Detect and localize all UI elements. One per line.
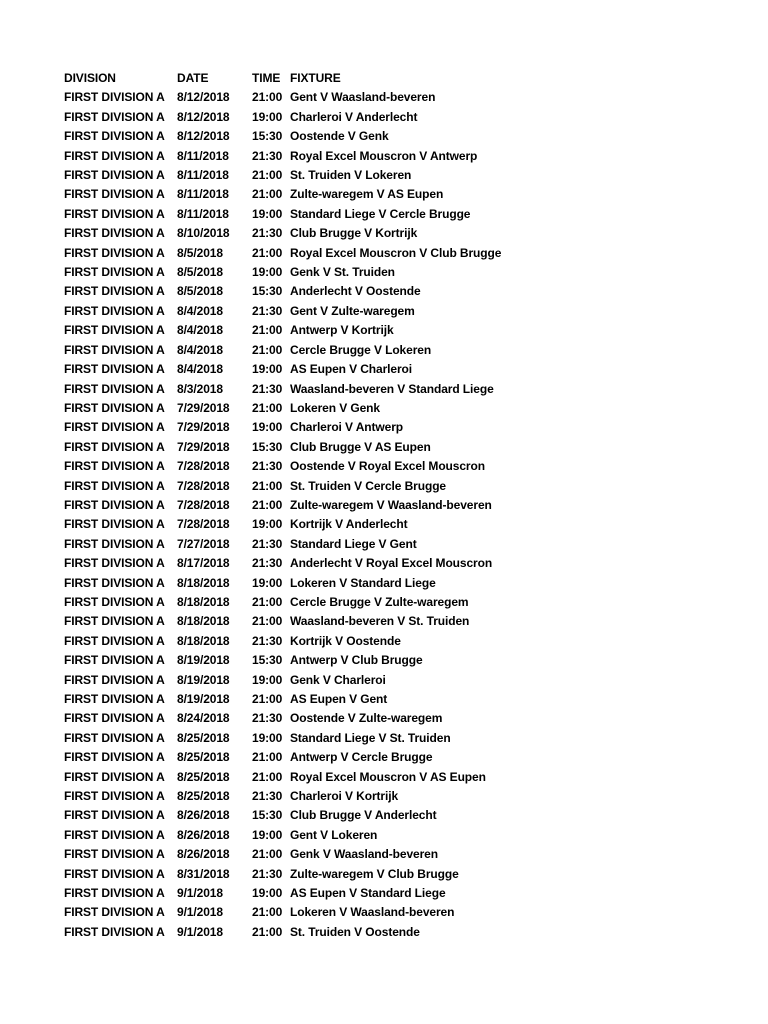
division-cell: FIRST DIVISION A bbox=[64, 148, 165, 163]
table-row bbox=[64, 845, 570, 864]
division-cell: FIRST DIVISION A bbox=[64, 847, 165, 862]
date-cell: 8/25/2018 bbox=[177, 750, 230, 765]
table-row bbox=[64, 438, 570, 457]
division-cell: FIRST DIVISION A bbox=[64, 284, 165, 299]
table-row bbox=[64, 787, 570, 806]
date-cell: 8/25/2018 bbox=[177, 730, 230, 745]
fixture-cell: Gent V Zulte-waregem bbox=[290, 303, 415, 318]
time-cell: 19:00 bbox=[252, 109, 283, 124]
table-row bbox=[64, 263, 570, 282]
fixture-cell: Club Brugge V Kortrijk bbox=[290, 226, 418, 241]
date-cell: 8/19/2018 bbox=[177, 653, 230, 668]
fixture-cell: Standard Liege V St. Truiden bbox=[290, 730, 451, 745]
date-cell: 9/1/2018 bbox=[177, 924, 223, 939]
fixture-cell: Standard Liege V Cercle Brugge bbox=[290, 206, 471, 221]
fixture-cell: Antwerp V Cercle Brugge bbox=[290, 750, 433, 765]
fixture-cell: AS Eupen V Gent bbox=[290, 692, 388, 706]
date-cell: 9/1/2018 bbox=[177, 905, 223, 920]
division-cell: FIRST DIVISION A bbox=[64, 226, 165, 241]
time-cell: 21:00 bbox=[252, 847, 283, 862]
time-cell: 19:00 bbox=[252, 672, 283, 687]
fixture-cell: Royal Excel Mouscron V AS Eupen bbox=[290, 769, 486, 784]
date-cell: 7/28/2018 bbox=[177, 478, 230, 493]
date-cell: 8/10/2018 bbox=[177, 226, 230, 241]
fixture-cell: Zulte-waregem V AS Eupen bbox=[290, 187, 444, 202]
fixture-cell: Zulte-waregem V Club Brugge bbox=[290, 866, 459, 881]
fixture-cell: Oostende V Zulte-waregem bbox=[290, 711, 443, 726]
table-row bbox=[64, 903, 570, 922]
fixture-cell: Club Brugge V Anderlecht bbox=[290, 808, 437, 823]
fixture-cell: Kortrijk V Oostende bbox=[290, 633, 401, 648]
division-cell: FIRST DIVISION A bbox=[64, 323, 165, 338]
date-cell: 8/11/2018 bbox=[177, 206, 229, 221]
division-cell: FIRST DIVISION A bbox=[64, 459, 165, 474]
table-row bbox=[64, 341, 570, 360]
table-row bbox=[64, 593, 570, 612]
fixture-cell: Anderlecht V Royal Excel Mouscron bbox=[290, 556, 493, 571]
table-row bbox=[64, 205, 570, 224]
table-row bbox=[64, 224, 570, 243]
fixture-cell: Charleroi V Anderlecht bbox=[290, 109, 418, 124]
time-cell: 19:00 bbox=[252, 420, 283, 435]
division-cell: FIRST DIVISION A bbox=[64, 439, 165, 454]
date-cell: 8/18/2018 bbox=[177, 594, 230, 609]
division-cell: FIRST DIVISION A bbox=[64, 924, 165, 939]
time-cell: 15:30 bbox=[252, 653, 283, 668]
division-cell: FIRST DIVISION A bbox=[64, 362, 165, 377]
division-cell: FIRST DIVISION A bbox=[64, 556, 165, 571]
date-cell: 8/12/2018 bbox=[177, 90, 230, 105]
division-cell: FIRST DIVISION A bbox=[64, 614, 165, 629]
fixture-cell: Antwerp V Club Brugge bbox=[290, 653, 423, 668]
table-row bbox=[64, 88, 570, 107]
division-cell: FIRST DIVISION A bbox=[64, 129, 165, 144]
fixture-cell: Cercle Brugge V Zulte-waregem bbox=[290, 594, 469, 609]
time-cell: 19:00 bbox=[252, 265, 283, 280]
table-row bbox=[64, 321, 570, 340]
fixture-cell: Antwerp V Kortrijk bbox=[290, 323, 394, 338]
date-cell: 8/4/2018 bbox=[177, 303, 223, 318]
date-cell: 8/26/2018 bbox=[177, 827, 230, 842]
fixture-cell: Oostende V Royal Excel Mouscron bbox=[290, 459, 485, 474]
division-cell: FIRST DIVISION A bbox=[64, 303, 165, 318]
table-row bbox=[64, 690, 570, 709]
time-cell: 21:30 bbox=[252, 303, 283, 318]
fixture-cell: Royal Excel Mouscron V Antwerp bbox=[290, 148, 478, 163]
fixtures-body bbox=[64, 88, 570, 942]
fixture-cell: Zulte-waregem V Waasland-beveren bbox=[290, 497, 492, 512]
table-row bbox=[64, 671, 570, 690]
table-row bbox=[64, 399, 570, 418]
date-cell: 8/4/2018 bbox=[177, 362, 223, 377]
time-cell: 21:00 bbox=[252, 750, 283, 765]
time-cell: 21:00 bbox=[252, 497, 283, 512]
fixture-cell: Cercle Brugge V Lokeren bbox=[290, 342, 432, 357]
table-row bbox=[64, 632, 570, 651]
header-time: TIME bbox=[252, 71, 281, 85]
fixture-cell: Kortrijk V Anderlecht bbox=[290, 517, 408, 532]
date-cell: 9/1/2018 bbox=[177, 886, 223, 901]
fixture-cell: AS Eupen V Standard Liege bbox=[290, 886, 446, 901]
table-row bbox=[64, 380, 570, 399]
time-cell: 21:00 bbox=[252, 168, 283, 183]
table-row bbox=[64, 748, 570, 767]
fixture-cell: Lokeren V Waasland-beveren bbox=[290, 905, 455, 920]
date-cell: 7/28/2018 bbox=[177, 517, 230, 532]
date-cell: 8/19/2018 bbox=[177, 672, 230, 687]
fixture-cell: Royal Excel Mouscron V Club Brugge bbox=[290, 245, 502, 260]
table-row bbox=[64, 865, 570, 884]
division-cell: FIRST DIVISION A bbox=[64, 90, 165, 105]
date-cell: 8/11/2018 bbox=[177, 148, 229, 163]
time-cell: 19:00 bbox=[252, 575, 283, 590]
date-cell: 8/25/2018 bbox=[177, 769, 230, 784]
date-cell: 8/17/2018 bbox=[177, 556, 230, 571]
fixture-cell: Lokeren V Standard Liege bbox=[290, 575, 436, 590]
division-cell: FIRST DIVISION A bbox=[64, 420, 165, 435]
division-cell: FIRST DIVISION A bbox=[64, 168, 165, 183]
division-cell: FIRST DIVISION A bbox=[64, 575, 165, 590]
time-cell: 15:30 bbox=[252, 129, 283, 144]
table-row bbox=[64, 515, 570, 534]
time-cell: 19:00 bbox=[252, 730, 283, 745]
division-cell: FIRST DIVISION A bbox=[64, 866, 165, 881]
date-cell: 8/5/2018 bbox=[177, 284, 223, 299]
time-cell: 21:00 bbox=[252, 90, 283, 105]
date-cell: 8/11/2018 bbox=[177, 168, 229, 183]
division-cell: FIRST DIVISION A bbox=[64, 497, 165, 512]
date-cell: 8/4/2018 bbox=[177, 342, 223, 357]
division-cell: FIRST DIVISION A bbox=[64, 905, 165, 920]
time-cell: 21:30 bbox=[252, 459, 283, 474]
date-cell: 7/29/2018 bbox=[177, 420, 230, 435]
table-row bbox=[64, 108, 570, 127]
division-cell: FIRST DIVISION A bbox=[64, 536, 165, 551]
date-cell: 8/4/2018 bbox=[177, 323, 223, 338]
table-row bbox=[64, 612, 570, 631]
table-row bbox=[64, 826, 570, 845]
table-row bbox=[64, 884, 570, 903]
time-cell: 21:30 bbox=[252, 148, 283, 163]
date-cell: 8/18/2018 bbox=[177, 614, 230, 629]
fixture-cell: Standard Liege V Gent bbox=[290, 536, 417, 551]
fixture-cell: St. Truiden V Oostende bbox=[290, 924, 420, 939]
time-cell: 21:00 bbox=[252, 478, 283, 493]
table-row bbox=[64, 496, 570, 515]
time-cell: 21:30 bbox=[252, 789, 283, 804]
time-cell: 21:00 bbox=[252, 924, 283, 939]
date-cell: 8/26/2018 bbox=[177, 847, 230, 862]
date-cell: 7/29/2018 bbox=[177, 400, 230, 415]
division-cell: FIRST DIVISION A bbox=[64, 769, 165, 784]
date-cell: 8/5/2018 bbox=[177, 265, 223, 280]
time-cell: 21:00 bbox=[252, 614, 283, 629]
header-fixture: FIXTURE bbox=[290, 71, 341, 85]
time-cell: 15:30 bbox=[252, 808, 283, 823]
division-cell: FIRST DIVISION A bbox=[64, 594, 165, 609]
table-row bbox=[64, 244, 570, 263]
time-cell: 19:00 bbox=[252, 886, 283, 901]
table-row bbox=[64, 768, 570, 787]
table-row bbox=[64, 554, 570, 573]
division-cell: FIRST DIVISION A bbox=[64, 478, 165, 493]
table-row bbox=[64, 574, 570, 593]
time-cell: 21:00 bbox=[252, 769, 283, 784]
fixtures-table bbox=[64, 69, 570, 942]
table-row bbox=[64, 729, 570, 748]
time-cell: 21:30 bbox=[252, 556, 283, 571]
time-cell: 19:00 bbox=[252, 206, 283, 221]
header-row bbox=[64, 69, 570, 88]
fixture-cell: Charleroi V Kortrijk bbox=[290, 789, 399, 804]
time-cell: 21:00 bbox=[252, 187, 283, 202]
date-cell: 7/29/2018 bbox=[177, 439, 230, 454]
table-row bbox=[64, 360, 570, 379]
time-cell: 21:00 bbox=[252, 905, 283, 920]
division-cell: FIRST DIVISION A bbox=[64, 400, 165, 415]
fixture-cell: St. Truiden V Lokeren bbox=[290, 168, 412, 183]
date-cell: 8/11/2018 bbox=[177, 187, 229, 202]
division-cell: FIRST DIVISION A bbox=[64, 711, 165, 726]
table-row bbox=[64, 282, 570, 301]
fixture-cell: Waasland-beveren V Standard Liege bbox=[290, 381, 494, 396]
division-cell: FIRST DIVISION A bbox=[64, 730, 165, 745]
division-cell: FIRST DIVISION A bbox=[64, 827, 165, 842]
time-cell: 21:00 bbox=[252, 692, 283, 706]
table-row bbox=[64, 127, 570, 146]
date-cell: 8/18/2018 bbox=[177, 633, 230, 648]
fixture-cell: Charleroi V Antwerp bbox=[290, 420, 404, 435]
division-cell: FIRST DIVISION A bbox=[64, 808, 165, 823]
division-cell: FIRST DIVISION A bbox=[64, 342, 165, 357]
time-cell: 19:00 bbox=[252, 827, 283, 842]
division-cell: FIRST DIVISION A bbox=[64, 886, 165, 901]
table-row bbox=[64, 147, 570, 166]
date-cell: 8/5/2018 bbox=[177, 245, 223, 260]
date-cell: 8/18/2018 bbox=[177, 575, 230, 590]
division-cell: FIRST DIVISION A bbox=[64, 633, 165, 648]
division-cell: FIRST DIVISION A bbox=[64, 653, 165, 668]
date-cell: 8/26/2018 bbox=[177, 808, 230, 823]
division-cell: FIRST DIVISION A bbox=[64, 206, 165, 221]
time-cell: 15:30 bbox=[252, 439, 283, 454]
division-cell: FIRST DIVISION A bbox=[64, 750, 165, 765]
time-cell: 15:30 bbox=[252, 284, 283, 299]
time-cell: 21:30 bbox=[252, 536, 283, 551]
fixture-cell: Gent V Waasland-beveren bbox=[290, 90, 436, 105]
table-row bbox=[64, 709, 570, 728]
date-cell: 7/27/2018 bbox=[177, 536, 230, 551]
date-cell: 8/24/2018 bbox=[177, 711, 230, 726]
table-row bbox=[64, 166, 570, 185]
time-cell: 21:30 bbox=[252, 633, 283, 648]
header-date: DATE bbox=[177, 71, 209, 85]
table-row bbox=[64, 535, 570, 554]
time-cell: 19:00 bbox=[252, 362, 283, 377]
table-row bbox=[64, 302, 570, 321]
fixture-cell: Club Brugge V AS Eupen bbox=[290, 439, 431, 454]
date-cell: 8/12/2018 bbox=[177, 129, 230, 144]
fixture-cell: Waasland-beveren V St. Truiden bbox=[290, 614, 470, 629]
division-cell: FIRST DIVISION A bbox=[64, 109, 165, 124]
time-cell: 21:00 bbox=[252, 245, 283, 260]
division-cell: FIRST DIVISION A bbox=[64, 692, 165, 706]
date-cell: 8/25/2018 bbox=[177, 789, 230, 804]
time-cell: 21:00 bbox=[252, 594, 283, 609]
division-cell: FIRST DIVISION A bbox=[64, 265, 165, 280]
fixture-cell: St. Truiden V Cercle Brugge bbox=[290, 478, 447, 493]
fixtures-sheet bbox=[64, 69, 570, 942]
time-cell: 19:00 bbox=[252, 517, 283, 532]
table-row bbox=[64, 651, 570, 670]
time-cell: 21:00 bbox=[252, 323, 283, 338]
division-cell: FIRST DIVISION A bbox=[64, 381, 165, 396]
time-cell: 21:30 bbox=[252, 226, 283, 241]
date-cell: 8/19/2018 bbox=[177, 692, 230, 706]
time-cell: 21:30 bbox=[252, 711, 283, 726]
time-cell: 21:00 bbox=[252, 342, 283, 357]
date-cell: 7/28/2018 bbox=[177, 497, 230, 512]
table-row bbox=[64, 806, 570, 825]
fixture-cell: Lokeren V Genk bbox=[290, 400, 380, 415]
table-row bbox=[64, 418, 570, 437]
time-cell: 21:30 bbox=[252, 381, 283, 396]
fixture-cell: AS Eupen V Charleroi bbox=[290, 362, 413, 377]
date-cell: 7/28/2018 bbox=[177, 459, 230, 474]
division-cell: FIRST DIVISION A bbox=[64, 672, 165, 687]
table-row bbox=[64, 923, 570, 942]
table-row bbox=[64, 457, 570, 476]
table-row bbox=[64, 185, 570, 204]
fixture-cell: Oostende V Genk bbox=[290, 129, 389, 144]
fixture-cell: Genk V Charleroi bbox=[290, 672, 386, 687]
division-cell: FIRST DIVISION A bbox=[64, 789, 165, 804]
time-cell: 21:00 bbox=[252, 400, 283, 415]
date-cell: 8/12/2018 bbox=[177, 109, 230, 124]
fixture-cell: Genk V Waasland-beveren bbox=[290, 847, 438, 862]
date-cell: 8/3/2018 bbox=[177, 381, 223, 396]
header-division: DIVISION bbox=[64, 71, 116, 85]
date-cell: 8/31/2018 bbox=[177, 866, 230, 881]
fixture-cell: Anderlecht V Oostende bbox=[290, 284, 421, 299]
division-cell: FIRST DIVISION A bbox=[64, 517, 165, 532]
time-cell: 21:30 bbox=[252, 866, 283, 881]
fixture-cell: Genk V St. Truiden bbox=[290, 265, 395, 280]
division-cell: FIRST DIVISION A bbox=[64, 245, 165, 260]
division-cell: FIRST DIVISION A bbox=[64, 187, 165, 202]
fixture-cell: Gent V Lokeren bbox=[290, 827, 378, 842]
table-row bbox=[64, 477, 570, 496]
